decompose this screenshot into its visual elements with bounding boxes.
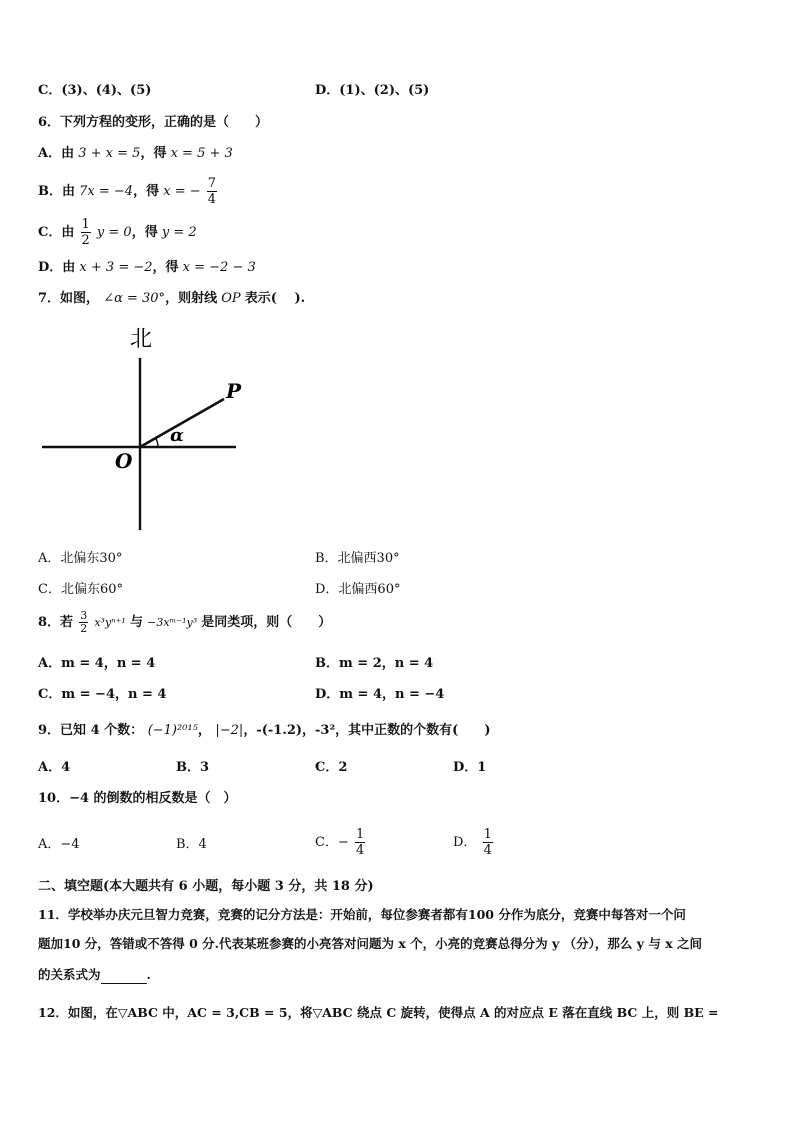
q11-line-2: 题加10 分，答错或不答得 0 分.代表某班参赛的小亮答对问题为 x 个，小亮的竞赛总得分为 y （分），那么 y 与 x 之间 — [38, 936, 702, 951]
q5-option-d: D．(1)、(2)、(5) — [315, 83, 430, 98]
q8-fraction — [79, 610, 88, 635]
q8-stem-a: 8．若 — [38, 615, 74, 630]
q10-d-num: 1 — [483, 827, 492, 842]
q9-stem — [38, 722, 490, 740]
q7-stem-angle: ∠α = 30° — [103, 291, 166, 306]
q6-c-fraction — [81, 217, 91, 248]
q9-option-b: B．3 — [176, 760, 210, 775]
q9-option-c: C．2 — [315, 760, 348, 775]
alpha-label: α — [170, 425, 184, 446]
q8-option-d: D．m = 4，n = −4 — [315, 687, 445, 702]
q6-c-mid: ，得 — [131, 225, 158, 240]
q9-option-d: D．1 — [453, 760, 487, 775]
q10-c-den: 4 — [355, 843, 365, 858]
point-p-label: P — [226, 379, 242, 403]
q10-d-fraction — [483, 827, 493, 858]
q8-stem-b: 是同类项，则（ ） — [201, 615, 332, 630]
q6-d-mid: ，得 — [152, 260, 179, 275]
q6-d-eq2: x = −2 − 3 — [182, 260, 256, 275]
q11-line-3-b: . — [146, 967, 151, 982]
q6-stem: 6．下列方程的变形，正确的是（ ） — [38, 115, 269, 130]
q10-option-d — [453, 827, 495, 858]
q6-d-eq1: x + 3 = −2 — [79, 260, 153, 275]
q6-b-fraction — [207, 176, 217, 207]
q6-c-eq2: y = 2 — [161, 225, 197, 240]
q10-c-fraction — [355, 827, 365, 858]
q6-option-d — [38, 259, 256, 277]
q11-answer-blank[interactable] — [101, 969, 147, 984]
q9-number-2: |−2| — [215, 723, 244, 738]
q10-d-prefix: D． — [453, 835, 477, 850]
q8-term2: −3xᵐ⁻¹y³ — [147, 616, 198, 629]
q7-option-a: A．北偏东30° — [38, 551, 123, 566]
q6-b-eq1: 7x = −4 — [79, 184, 134, 199]
q7-stem — [38, 290, 305, 308]
q5-option-c: C．(3)、(4)、(5) — [38, 83, 152, 98]
q7-option-d: D．北偏西60° — [315, 582, 401, 597]
q6-b-eq2: x = − — [163, 184, 201, 199]
angle-arc — [156, 438, 158, 447]
q10-option-b: B．4 — [176, 837, 207, 852]
q8-mid: 与 — [129, 615, 143, 630]
q6-c-num: 1 — [81, 217, 90, 232]
q10-stem: 10．−4 的倒数的相反数是（ ） — [38, 791, 237, 806]
q7-stem-b: ，则射线 — [165, 291, 218, 306]
north-label: 北 — [130, 327, 153, 352]
q6-b-prefix: B．由 — [38, 184, 75, 199]
q9-option-a: A．4 — [38, 760, 71, 775]
q10-d-den: 4 — [483, 843, 492, 858]
q7-stem-c: 表示( ). — [244, 291, 306, 306]
q9-rest: ，-(-1.2)，-3²，其中正数的个数有( ) — [243, 723, 491, 738]
q11-line-3-a: 的关系式为 — [38, 967, 101, 982]
point-o-label: O — [115, 449, 133, 473]
q7-stem-a: 7．如图， — [38, 291, 100, 306]
q6-b-mid: ，得 — [133, 184, 160, 199]
q6-a-eq1: 3 + x = 5 — [78, 146, 141, 161]
q9-number-1: (−1)²⁰¹⁵ — [147, 723, 198, 738]
q6-b-den: 4 — [207, 192, 217, 207]
q8-term1: x³yⁿ⁺¹ — [94, 616, 126, 629]
q6-option-a — [38, 145, 233, 163]
q11-line-3 — [38, 966, 151, 984]
q6-a-prefix: A．由 — [38, 146, 75, 161]
q8-option-a: A．m = 4，n = 4 — [38, 656, 156, 671]
q6-d-prefix: D．由 — [38, 260, 76, 275]
q12-stem: 12．如图，在▽ABC 中，AC = 3,CB = 5，将▽ABC 绕点 C 旋转，使得点 A 的对应点 E 落在直线 BC 上，则 BE = — [38, 1005, 719, 1020]
q10-option-a: A．−4 — [38, 837, 80, 852]
q6-c-den: 2 — [81, 233, 90, 248]
q9-stem-a: 9．已知 4 个数： — [38, 723, 144, 738]
q7-figure — [40, 322, 250, 532]
q8-num: 3 — [80, 609, 88, 622]
q8-den: 2 — [80, 622, 88, 635]
q7-option-b: B．北偏西30° — [315, 551, 400, 566]
q10-c-prefix: C．− — [315, 835, 349, 850]
q6-c-eq1: y = 0 — [96, 225, 132, 240]
q8-stem — [38, 610, 331, 635]
q6-option-b — [38, 176, 219, 207]
q9-sep: ， — [197, 723, 211, 738]
q6-a-eq2: x = 5 + 3 — [170, 146, 233, 161]
q11-line-1: 11．学校举办庆元旦智力竞赛，竞赛的记分方法是：开始前，每位参赛者都有100 分作为底分，竞赛中每答对一个问 — [38, 907, 686, 922]
q6-a-mid: ，得 — [140, 146, 167, 161]
q6-b-num: 7 — [207, 176, 217, 191]
q6-c-prefix: C．由 — [38, 225, 75, 240]
q7-option-c: C．北偏东60° — [38, 582, 123, 597]
q6-option-c — [38, 217, 197, 248]
section-2-heading: 二、填空题(本大题共有 6 小题，每小题 3 分，共 18 分) — [38, 879, 374, 894]
q10-option-c — [315, 827, 367, 858]
q8-option-b: B．m = 2，n = 4 — [315, 656, 434, 671]
q8-option-c: C．m = −4，n = 4 — [38, 687, 167, 702]
q10-c-num: 1 — [355, 827, 365, 842]
q7-stem-op: OP — [221, 291, 241, 306]
